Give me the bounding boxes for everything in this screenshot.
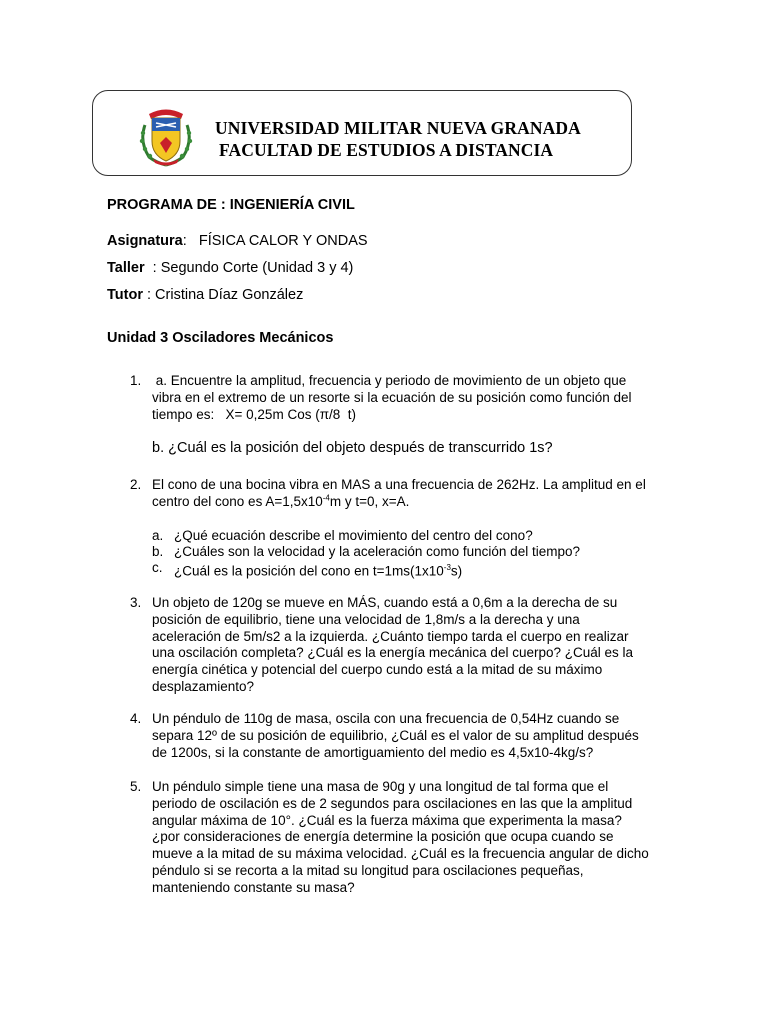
question-text-line: energía cinética y potencial del cuerpo cundo está a la mitad de su máximo [152, 662, 603, 678]
unit-title: Unidad 3 Osciladores Mecánicos [107, 330, 334, 346]
faculty-name: FACULTAD DE ESTUDIOS A DISTANCIA [219, 140, 554, 160]
question-text-line: separa 12º de su posición de equilibrio, ¿Cuál es el valor de su amplitud después [152, 727, 639, 743]
question-number: 4. [130, 711, 142, 726]
subitem-letter: b. [152, 544, 164, 559]
question-number: 1. [130, 373, 142, 388]
tutor-label: Tutor [107, 287, 143, 303]
question-2-subitem-b [152, 544, 580, 560]
question-3 [130, 595, 634, 696]
header-box [92, 90, 632, 176]
question-text-line: una oscilación completa? ¿Cuál es la energía mecánica del cuerpo? ¿Cuál es la [152, 645, 634, 661]
question-number: 3. [130, 595, 142, 610]
question-1 [130, 373, 632, 423]
subject-label: Asignatura [107, 233, 183, 249]
question-2-subitem-a [152, 528, 533, 544]
question-text-line: El cono de una bocina vibra en MAS a una frecuencia de 262Hz. La amplitud en el [152, 477, 646, 492]
question-text-line: de 1200s, si la constante de amortiguamiento del medio es 4,5x10-4kg/s? [152, 744, 594, 760]
workshop-line [107, 260, 353, 276]
subitem-letter: a. [152, 528, 164, 543]
header-titles [215, 117, 581, 161]
text-fragment: centro del cono es A=1,5x10 [152, 493, 323, 509]
text-fragment: m y t=0, x=A. [329, 493, 410, 509]
question-2-subitem-c [152, 560, 463, 580]
subject-line [107, 233, 368, 249]
question-text-line: a. Encuentre la amplitud, frecuencia y periodo de movimiento de un objeto que [152, 373, 627, 388]
question-5 [130, 779, 649, 897]
workshop-value: : Segundo Corte (Unidad 3 y 4) [144, 260, 354, 276]
question-text-line: desplazamiento? [152, 678, 255, 694]
superscript: -3 [443, 563, 451, 572]
question-text-line: Un péndulo de 110g de masa, oscila con una frecuencia de 0,54Hz cuando se [152, 711, 620, 726]
university-name: UNIVERSIDAD MILITAR NUEVA GRANADA [215, 118, 581, 138]
question-text-line: péndulo si se recorta a la mitad su longitud para oscilaciones pequeñas, [152, 862, 584, 878]
question-text-line: aceleración de 5m/s2 a la izquierda. ¿Cuánto tiempo tarda el cuerpo en realizar [152, 628, 629, 644]
question-text-line: ¿por consideraciones de energía determine la posición que ocupa cuando se [152, 829, 614, 845]
question-number: 5. [130, 779, 142, 794]
question-text-line: tiempo es: X= 0,25m Cos (π/8 t) [152, 406, 357, 422]
question-text-line: Un péndulo simple tiene una masa de 90g y una longitud de tal forma que el [152, 779, 609, 794]
question-text-line: manteniendo constante su masa? [152, 879, 355, 895]
question-text-line: vibra en el extremo de un resorte si la ecuación de su posición como función del [152, 389, 632, 405]
question-2 [130, 477, 646, 511]
tutor-line [107, 287, 303, 303]
program-heading: PROGRAMA DE : INGENIERÍA CIVIL [107, 197, 355, 213]
subitem-text: ¿Cuál es la posición del cono en t=1ms(1x10 [174, 563, 444, 579]
subitem-text: ¿Cuáles son la velocidad y la aceleración como función del tiempo? [174, 544, 580, 559]
university-crest-logo [137, 105, 195, 167]
question-number: 2. [130, 477, 142, 492]
subitem-text: s) [450, 563, 463, 579]
question-text-line: mueve a la mitad de su máxima velocidad. ¿Cuál es la frecuencia angular de dicho [152, 846, 649, 862]
question-1-part-b: b. ¿Cuál es la posición del objeto después de transcurrido 1s? [152, 440, 553, 456]
question-text-line: periodo de oscilación es de 2 segundos para oscilaciones en las que la amplitud [152, 795, 633, 811]
subitem-text: ¿Qué ecuación describe el movimiento del centro del cono? [174, 528, 533, 543]
question-text-line: angular máxima de 10°. ¿Cuál es la fuerza máxima que experimenta la masa? [152, 812, 622, 828]
subject-value: : FÍSICA CALOR Y ONDAS [182, 233, 368, 249]
question-text-line: posición de equilibrio, tiene una velocidad de 1,8m/s a la derecha y una [152, 611, 580, 627]
superscript: -4 [322, 493, 330, 503]
tutor-value: : Cristina Díaz González [142, 287, 304, 303]
workshop-label: Taller [107, 260, 145, 276]
subitem-letter: c. [152, 560, 163, 575]
question-text-line: Un objeto de 120g se mueve en MÁS, cuando está a 0,6m a la derecha de su [152, 595, 618, 610]
question-4 [130, 711, 639, 761]
question-text-line [152, 494, 646, 511]
